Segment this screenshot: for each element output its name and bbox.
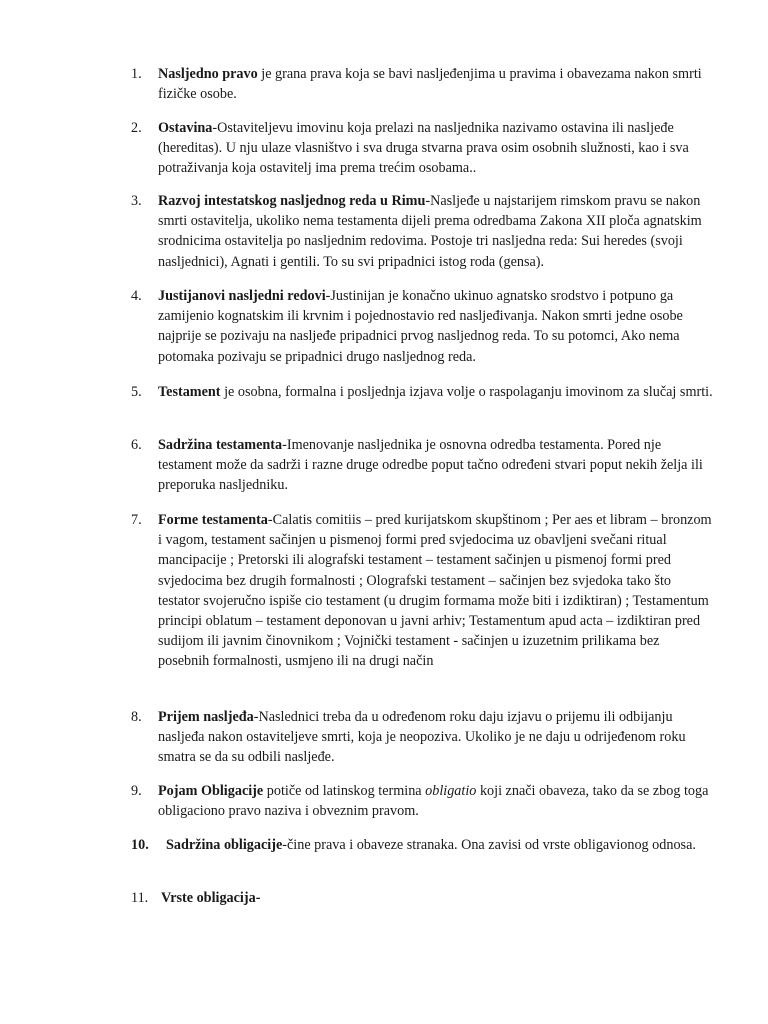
item-text bbox=[158, 382, 714, 402]
item-body: -čine prava i obaveze stranaka. Ona zavisi od vrste obligavionog odnosa. bbox=[282, 837, 696, 853]
item-term: Nasljedno pravo bbox=[158, 66, 258, 82]
item-number: 6. bbox=[131, 437, 142, 453]
item-body: je grana prava koja se bavi nasljeđenjima u pravima i obavezama nakon smrti fizičke osobe. bbox=[158, 66, 702, 103]
item-body: -Calatis comitiis – pred kurijatskom skupštinom ; Per aes et libram – bronzom i vagom, testament sačinjen u pismenoj formi pred svjedocima uz obavljeni svečani ritual mancipacije ; Pretorski ili alografski testament – testament sačinjen u pismenoj formi pred svjedocima bez drugih formalnosti ; Olografski testament – sačinjen bez svjedoka tako što testator svojeručno ispiše cio testament (u drugim formama može biti i izdiktiran) ; Testamentum principi oblatum – testament deponovan u javni arhiv; Testamentum apud acta – izdiktiran pred sudijom ili javnim činovnikom ; Vojnički testament - sačinjen u izuzetnim prilikama bez posebnih formalnosti, usmjeno ili na drugi način bbox=[158, 512, 712, 670]
item-term: Pojam Obligacije bbox=[158, 783, 264, 799]
item-text bbox=[158, 510, 714, 672]
item-term: Sadržina testamenta bbox=[158, 437, 283, 453]
item-text bbox=[158, 118, 714, 179]
item-number: 4. bbox=[131, 288, 142, 304]
item-body: je osobna, formalna i posljednja izjava volje o raspolaganju imovinom za slučaj smrti. bbox=[220, 384, 713, 400]
item-body: -Ostaviteljevu imovinu koja prelazi na nasljednika nazivamo ostavina ili nasljeđe (hereditas). U nju ulaze vlasništvo i sva druga stvarna prava osim osobnih služnosti, kao i sva potraživanja koja ostavitelj ima prema trećim osobama.. bbox=[158, 120, 689, 177]
item-text bbox=[158, 64, 714, 104]
item-text bbox=[158, 191, 714, 272]
item-body: -Justinijan je konačno ukinuo agnatsko srodstvo i potpuno ga zamijenio kognatskim ili krvnim i pojednostavio red nasljeđivanja. Nakon smrti jedne osobe najprije se pozivaju na nasljeđe pripadnici prvog nasljednog reda. To su potomci, Ako nema potomaka pozivaju se pripadnici drugo nasljednog reda. bbox=[158, 288, 683, 365]
item-text bbox=[158, 286, 714, 367]
item-number: 7. bbox=[131, 512, 142, 528]
item-term: Forme testamenta bbox=[158, 512, 268, 528]
item-body: - bbox=[255, 890, 261, 906]
item-number: 5. bbox=[131, 384, 142, 400]
item-term: Prijem nasljeđa bbox=[158, 709, 254, 725]
item-text bbox=[158, 781, 714, 821]
item-term: Razvoj intestatskog nasljednog reda u Rimu bbox=[158, 193, 426, 209]
item-body: -Imenovanje nasljednika je osnovna odredba testamenta. Pored nje testament može da sadrži i razne druge odredbe poput tačno određeni stvari poput nekih želja ili preporuka nasljedniku. bbox=[158, 437, 703, 494]
item-text bbox=[166, 835, 714, 855]
item-body: -Nasljeđe u najstarijem rimskom pravu se nakon smrti ostavitelja, ukoliko nema testamenta dijeli prema odredbama Zakona XII ploča agnatskim srodnicima ostavitelja po nasljednim redovima. Postoje tri nasljedna reda: Sui heredes (svoji nasljednici), Agnati i gentili. To su svi pripadnici istog roda (gensa). bbox=[158, 193, 702, 270]
item-term: Testament bbox=[158, 384, 221, 400]
item-number: 9. bbox=[131, 783, 142, 799]
item-term: Ostavina bbox=[158, 120, 213, 136]
item-term: Sadržina obligacije bbox=[166, 837, 283, 853]
item-text bbox=[158, 707, 714, 768]
item-italic-term: obligatio bbox=[425, 783, 477, 799]
item-number: 2. bbox=[131, 120, 142, 136]
item-text bbox=[161, 888, 714, 908]
item-term: Vrste obligacija bbox=[161, 890, 256, 906]
item-number: 10. bbox=[131, 837, 149, 853]
item-body: potiče od latinskog termina bbox=[263, 783, 426, 799]
item-body: -Naslednici treba da u određenom roku daju izjavu o prijemu ili odbijanju nasljeđa nakon ostaviteljeve smrti, koja je neopoziva. Ukoliko je ne daju u odrijeđenom roku smatra se da su odbili nasljeđe. bbox=[158, 709, 686, 766]
item-term: Justijanovi nasljedni redovi bbox=[158, 288, 326, 304]
item-number: 3. bbox=[131, 193, 142, 209]
item-number: 11. bbox=[131, 890, 149, 906]
item-number: 8. bbox=[131, 709, 142, 725]
item-number: 1. bbox=[131, 66, 142, 82]
item-text bbox=[158, 435, 714, 496]
item-body: koji znači obaveza, tako da se zbog toga obligaciono pravo naziva i obveznim pravom. bbox=[158, 783, 709, 820]
